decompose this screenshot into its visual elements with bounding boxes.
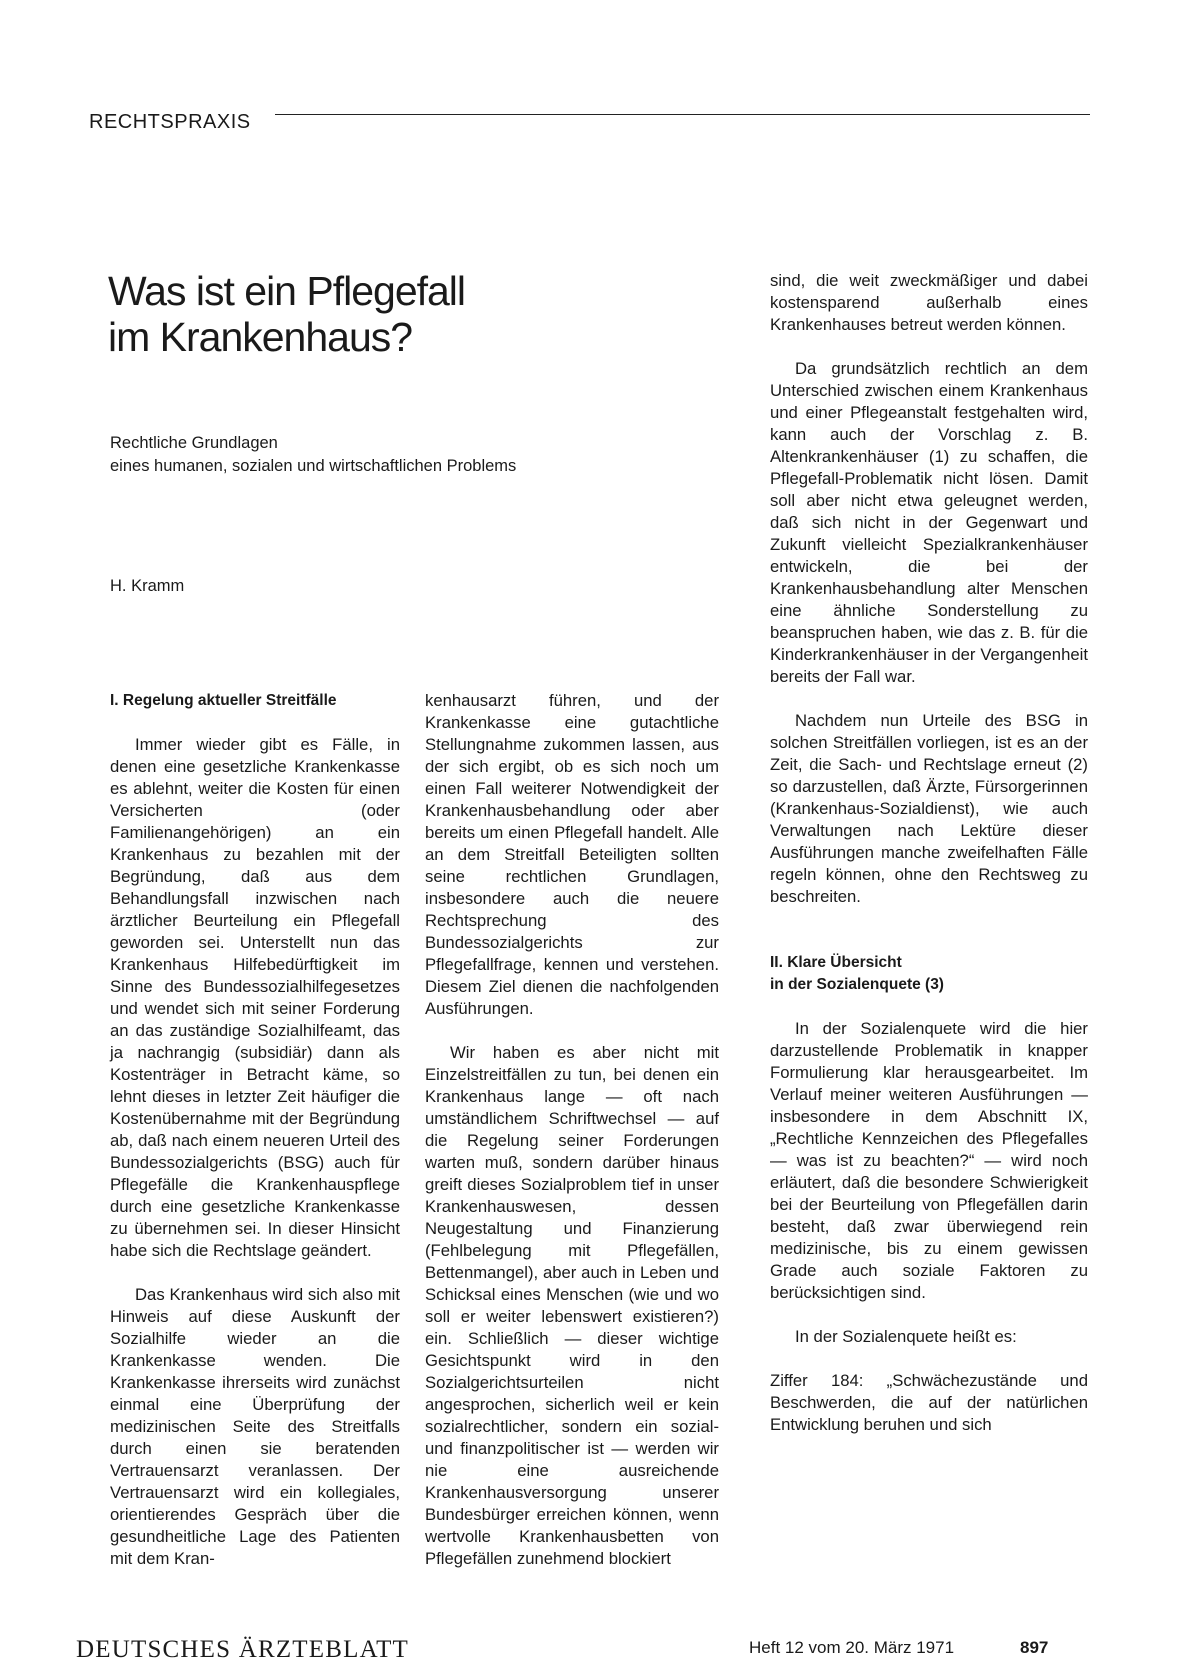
issue-info: Heft 12 vom 20. März 1971 (749, 1638, 955, 1657)
subtitle-line: eines humanen, sozialen und wirtschaftlichen Problems (110, 457, 517, 475)
article-subtitle (110, 432, 516, 478)
paragraph: In der Sozialenquete wird die hier darzustellende Problematik in knapper Formulierung klar herausgearbeitet. Im Verlauf meiner weiteren Ausführungen — insbesondere in dem Abschnitt IX, „Rechtliche Kennzeichen des Pflegefalles — was ist zu beachten?“ — wird noch erläutert, daß die besondere Schwierigkeit bei der Beurteilung von Pflegefällen darin besteht, daß zwar überwiegend rein medizinische, bis zu einem gewissen Grade auch soziale Faktoren zu berücksichtigen sind. (770, 1019, 1088, 1302)
paragraph: Da grundsätzlich rechtlich an dem Unterschied zwischen einem Krankenhaus und einer Pflegeanstalt festgehalten wird, kann auch der Vorschlag z. B. Altenkrankenhäuser (1) zu schaffen, die Pflegefall-Problematik nicht lösen. Damit soll aber nicht etwa geleugnet werden, daß sich nicht in der Gegenwart und Zukunft vielleicht Spezialkrankenhäuser entwickeln, die bei der Krankenhausbehandlung alter Menschen eine ähnliche Sonderstellung zu beanspruchen haben, wie das z. B. für die Kinderkrankenhäuser in der Vergangenheit bereits der Fall war. (770, 359, 1088, 686)
header-rule (275, 114, 1090, 115)
column-1 (110, 690, 400, 1592)
paragraph: sind, die weit zweckmäßiger und dabei kostensparend außerhalb eines Krankenhauses betreut werden können. (770, 271, 1088, 334)
paragraph: Nachdem nun Urteile des BSG in solchen Streitfällen vorliegen, ist es an der Zeit, die Sach- und Rechtslage erneut (2) so darzustellen, daß Ärzte, Fürsorgerinnen (Krankenhaus-Sozialdienst), wie auch Verwaltungen nach Lektüre dieser Ausführungen manche zweifelhaften Fälle regeln können, ohne den Rechtsweg zu beschreiten. (770, 711, 1088, 906)
column-2 (425, 690, 719, 1592)
section-heading (770, 952, 1088, 996)
title-line: im Krankenhaus? (108, 314, 413, 360)
paragraph: kenhausarzt führen, und der Krankenkasse eine gutachtliche Stellungnahme zukommen lassen, aus der sich ergibt, ob es sich noch um einen Fall weiterer Notwendigkeit der Krankenhausbehandlung oder aber bereits um einen Pflegefall handelt. Alle an dem Streitfall Beteiligten sollten seine rechtlichen Grundlagen, insbesondere auch die neuere Rechtsprechung des Bundessozialgerichts zur Pflegefallfrage, kennen und verstehen. Diesem Ziel dienen die nachfolgenden Ausführungen. (425, 691, 719, 1018)
paragraph: Das Krankenhaus wird sich also mit Hinweis auf diese Auskunft der Sozialhilfe wieder an die Krankenkasse wenden. Die Krankenkasse ihrerseits wird zunächst einmal eine Überprüfung der medizinischen Seite des Streitfalls durch einen sie beratenden Vertrauensarzt veranlassen. Der Vertrauensarzt wird ein kollegiales, orientierendes Gespräch über die gesundheitliche Lage des Patienten mit dem Kran- (110, 1285, 400, 1568)
column-3 (770, 270, 1088, 1458)
page-number: 897 (1020, 1638, 1049, 1657)
article-title (108, 268, 465, 360)
section-header: RECHTSPRAXIS (89, 111, 251, 133)
section-heading: I. Regelung aktueller Streitfälle (110, 692, 337, 709)
paragraph: Immer wieder gibt es Fälle, in denen eine gesetzliche Krankenkasse es ablehnt, weiter die Kosten für einen Versicherten (oder Familienangehörigen) an ein Krankenhaus zu bezahlen mit der Begründung, daß aus dem Behandlungsfall inzwischen nach ärztlicher Beurteilung ein Pflegefall geworden sei. Unterstellt nun das Krankenhaus Hilfebedürftigkeit im Sinne des Bundessozialhilfegesetzes und wendet sich mit seiner Forderung an das zuständige Sozialhilfeamt, das ja nachrangig (subsidiär) dann als Kostenträger in Betracht käme, so lehnt dieses in letzter Zeit häufiger die Kostenübernahme mit der Begründung ab, daß nach einem neueren Urteil des Bundessozialgerichts (BSG) auch für Pflegefälle die Krankenhauspflege durch eine gesetzliche Krankenkasse zu übernehmen sei. In dieser Hinsicht habe sich die Rechtslage geändert. (110, 735, 400, 1260)
quote-paragraph: Ziffer 184: „Schwächezustände und Beschwerden, die auf der natürlichen Entwicklung beruhen und sich (770, 1371, 1088, 1434)
heading-line: II. Klare Übersicht (770, 954, 902, 971)
paragraph: Wir haben es aber nicht mit Einzelstreitfällen zu tun, bei denen ein Krankenhaus lange — oft nach umständlichem Schriftwechsel — auf die Regelung seiner Forderungen warten muß, sondern darüber hinaus greift dieses Sozialproblem tief in unser Krankenhauswesen, dessen Neugestaltung und Finanzierung (Fehlbelegung mit Pflegefällen, Bettenmangel), aber auch in Leben und Schicksal eines Menschen (wie und wo soll er weiter lebenswert existieren?) ein. Schließlich — dieser wichtige Gesichtspunkt wird in den Sozialgerichtsurteilen nicht angesprochen, sicherlich weil er kein sozialrechtlicher, sondern ein sozial- und finanzpolitischer ist — werden wir nie eine ausreichende Krankenhausversorgung unserer Bundesbürger erreichen können, wenn wertvolle Krankenhausbetten von Pflegefällen zunehmend blockiert (425, 1043, 719, 1568)
journal-name: DEUTSCHES ÄRZTEBLATT (76, 1636, 410, 1663)
subtitle-line: Rechtliche Grundlagen (110, 434, 278, 452)
author: H. Kramm (110, 577, 185, 595)
heading-line: in der Sozialenquete (3) (770, 976, 944, 993)
paragraph: In der Sozialenquete heißt es: (795, 1327, 1017, 1346)
title-line: Was ist ein Pflegefall (108, 268, 466, 314)
